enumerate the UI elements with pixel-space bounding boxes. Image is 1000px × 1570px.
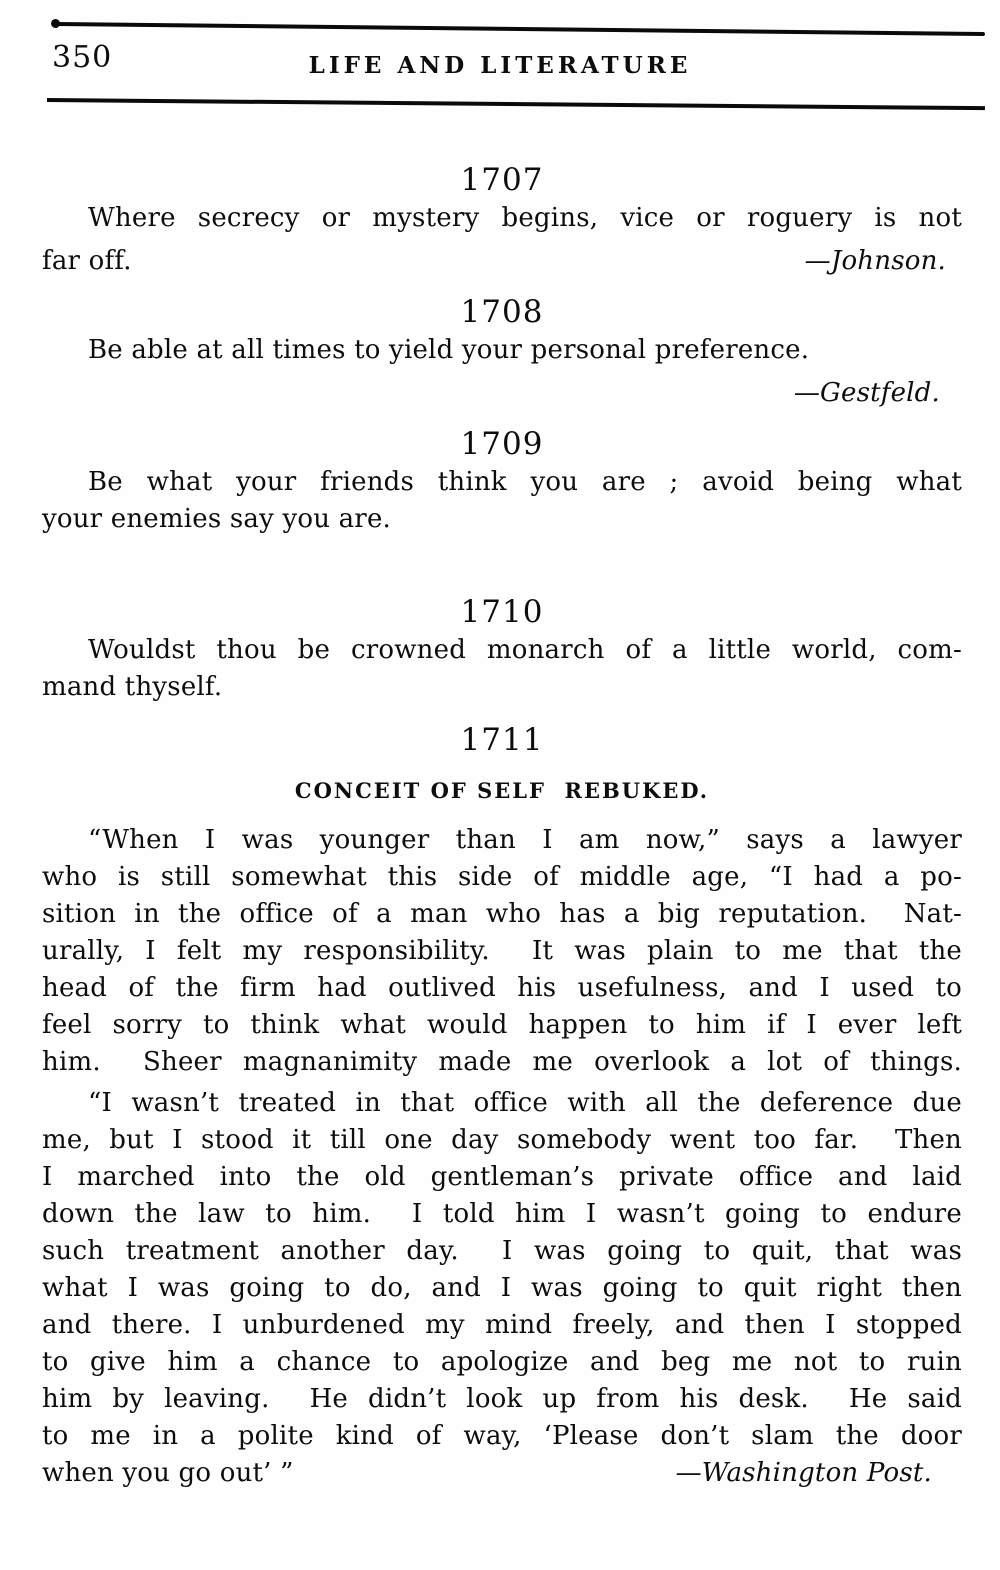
quote-last-row: [42, 243, 962, 280]
paragraph-line: to me in a polite kind of way, ‘Please don’t slam the door: [42, 1421, 962, 1451]
paragraph-line: sition in the office of a man who has a big reputation. Nat-: [42, 899, 962, 929]
entry-number-1711: 1711: [460, 722, 544, 758]
quote-line: Wouldst thou be crowned monarch of a little world, com-: [88, 635, 962, 665]
quote-line: your enemies say you are.: [42, 504, 391, 534]
paragraph-line: I marched into the old gentleman’s private office and laid: [42, 1162, 962, 1192]
paragraph-line: to give him a chance to apologize and beg me not to ruin: [42, 1347, 962, 1377]
paragraph-line: him. Sheer magnanimity made me overlook a lot of things.: [42, 1047, 962, 1077]
running-title: LIFE AND LITERATURE: [308, 52, 692, 79]
paragraph-line: when you go out’ ”: [42, 1458, 294, 1488]
quote-line: mand thyself.: [42, 672, 223, 702]
quote-line: Be able at all times to yield your personal preference.: [88, 335, 810, 365]
quote-line: far off.: [42, 246, 132, 276]
paragraph-1: [42, 822, 962, 1081]
paragraph-line: what I was going to do, and I was going to quit right then: [42, 1273, 962, 1303]
entry-number-1707: 1707: [460, 162, 544, 198]
paragraph-line: “I wasn’t treated in that office with all the deference due: [88, 1088, 962, 1118]
entry-number-1708: 1708: [460, 294, 544, 330]
quote-line: Where secrecy or mystery begins, vice or roguery is not: [88, 203, 962, 233]
paragraph-line: him by leaving. He didn’t look up from his desk. He said: [42, 1384, 962, 1414]
paragraph-last-row: [42, 1455, 962, 1492]
paragraph-2: [42, 1085, 962, 1492]
paragraph-line: such treatment another day. I was going to quit, that was: [42, 1236, 962, 1266]
entry-number-1709: 1709: [460, 426, 544, 462]
paragraph-line: feel sorry to think what would happen to him if I ever left: [42, 1010, 962, 1040]
attribution-johnson: —Johnson.: [804, 246, 946, 276]
paragraph-line: down the law to him. I told him I wasn’t going to endure: [42, 1199, 962, 1229]
attribution-gestfeld: —Gestfeld.: [793, 378, 940, 408]
paragraph-line: urally, I felt my responsibility. It was plain to me that the: [42, 936, 962, 966]
quote-last-row: [42, 375, 962, 412]
paragraph-line: me, but I stood it till one day somebody went too far. Then: [42, 1125, 962, 1155]
paragraph-line: and there. I unburdened my mind freely, and then I stopped: [42, 1310, 962, 1340]
attribution-washington-post: —Washington Post.: [675, 1458, 932, 1488]
paragraph-line: who is still somewhat this side of middle age, “I had a po-: [42, 862, 962, 892]
page-number: 350: [52, 40, 113, 75]
paragraph-line: head of the firm had outlived his usefulness, and I used to: [42, 973, 962, 1003]
quote-line: Be what your friends think you are ; avoid being what: [88, 467, 962, 497]
entry-number-1710: 1710: [460, 594, 544, 630]
section-heading: CONCEIT OF SELF REBUKED.: [294, 778, 710, 803]
paragraph-line: “When I was younger than I am now,” says a lawyer: [88, 825, 962, 855]
